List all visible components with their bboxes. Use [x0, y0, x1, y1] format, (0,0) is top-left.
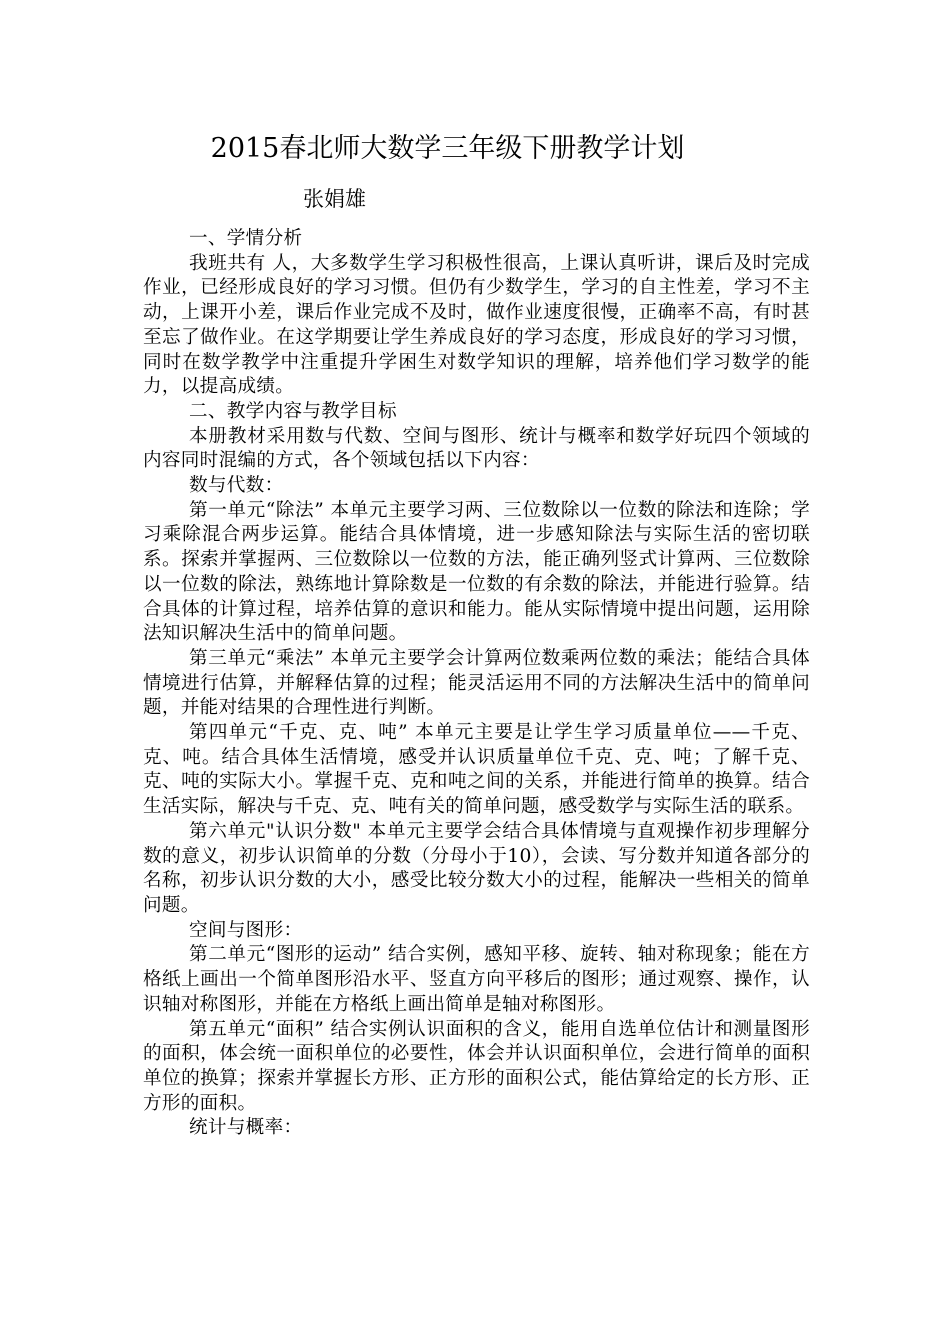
paragraph-unit-5: 第五单元“面积” 结合实例认识面积的含义，能用自选单位估计和测量图形的面积，体会统一面积单位的必要性，体会并认识面积单位，会进行简单的面积单位的换算；探索并掌握长方形、正方形的面积公式，能估算给定的长方形、正方形的面积。	[143, 1018, 810, 1114]
subheading-number-algebra: 数与代数：	[189, 475, 284, 497]
paragraph-unit-4: 第四单元“千克、克、吨” 本单元主要是让学生学习质量单位——千克、克、吨。结合具体生活情境，感受并认识质量单位千克、克、吨；了解千克、克、吨的实际大小。掌握千克、克和吨之间的关系，并能进行简单的换算。结合生活实际，解决与千克、克、吨有关的简单问题，感受数学与实际生活的联系。	[143, 722, 810, 818]
paragraph-unit-1: 第一单元“除法” 本单元主要学习两、三位数除以一位数的除法和连除；学习乘除混合两步运算。能结合具体情境，进一步感知除法与实际生活的密切联系。探索并掌握两、三位数除以一位数的方法，能正确列竖式计算两、三位数除以一位数的除法，熟练地计算除数是一位数的有余数的除法，并能进行验算。结合具体的计算过程，培养估算的意识和能力。能从实际情境中提出问题，运用除法知识解决生活中的简单问题。	[143, 499, 810, 645]
subheading-space-shapes: 空间与图形：	[189, 919, 303, 941]
paragraph-unit-6: 第六单元"认识分数" 本单元主要学会结合具体情境与直观操作初步理解分数的意义，初步认识简单的分数（分母小于10），会读、写分数并知道各部分的名称，初步认识分数的大小，感受比较分数大小的过程，能解决一些相关的简单问题。	[143, 820, 810, 916]
paragraph: 我班共有 人，大多数学生学习积极性很高，上课认真听讲，课后及时完成作业，已经形成良好的学习习惯。但仍有少数学生，学习的自主性差，学习不主动，上课开小差，课后作业完成不及时，做作业速度很慢，正确率不高，有时甚至忘了做作业。在这学期要让学生养成良好的学习态度，形成良好的学习习惯，同时在数学教学中注重提升学困生对数学知识的理解，培养他们学习数学的能力，以提高成绩。	[143, 252, 810, 398]
paragraph-unit-2: 第二单元“图形的运动” 结合实例，感知平移、旋转、轴对称现象；能在方格纸上画出一个简单图形沿水平、竖直方向平移后的图形；通过观察、操作，认识轴对称图形，并能在方格纸上画出简单是轴对称图形。	[143, 944, 810, 1015]
heading-section-2: 二、教学内容与教学目标	[189, 400, 397, 422]
document-body	[143, 227, 810, 1141]
subheading-statistics: 统计与概率：	[189, 1117, 303, 1139]
paragraph-unit-3: 第三单元“乘法” 本单元主要学会计算两位数乘两位数的乘法；能结合具体情境进行估算，并解释估算的过程；能灵活运用不同的方法解决生活中的简单问题，并能对结果的合理性进行判断。	[143, 647, 810, 719]
paragraph: 本册教材采用数与代数、空间与图形、统计与概率和数学好玩四个领域的内容同时混编的方式，各个领域包括以下内容：	[143, 425, 810, 472]
document-title: 2015春北师大数学三年级下册教学计划	[210, 133, 685, 164]
heading-section-1: 一、学情分析	[189, 228, 303, 249]
document-author: 张娟雄	[303, 187, 366, 211]
